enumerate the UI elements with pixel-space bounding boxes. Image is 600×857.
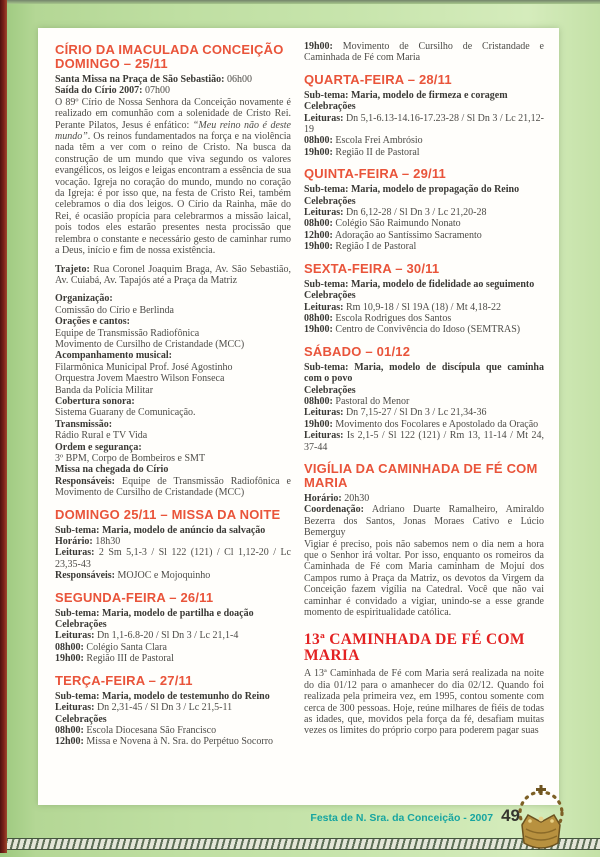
text: 3º BPM, Corpo de Bombeiros e SMT: [55, 453, 206, 464]
bold-label: 08h00:: [304, 218, 333, 230]
text: Pastoral do Menor: [332, 395, 410, 407]
section-heading: TERÇA-FEIRA – 27/11: [55, 672, 193, 688]
bold-label: 19h00:: [55, 653, 84, 665]
text: A 13ª Caminhada de Fé com Maria será realizada na noite do dia 01/12 para o amanhecer do dia 02/12. Quando foi realizada pela primeira vez, em 1995, contou somente com cerca de 300 pessoas. Hoje, reúne milhares de fiéis de todas as idades, que, movidos pela força da fé, desafiam muitas vezes os limites do próprio corpo para poderem pagar suas: [304, 668, 544, 737]
text-line: [304, 135, 544, 146]
text: Equipe de Transmissão Radiofônica e Movimento de Cursilho de Cristandade (MCC): [55, 475, 291, 499]
left-column: [55, 41, 291, 748]
section: [304, 632, 544, 736]
bold-label: Sub-tema: Maria, modelo de firmeza e coragem: [304, 89, 508, 101]
footer: [310, 806, 520, 826]
bold-label: Sub-tema: Maria, modelo de testemunho do Reino: [55, 690, 270, 702]
text-line: [304, 207, 544, 218]
scan-top-edge: [0, 0, 600, 4]
bold-label: Transmissão:: [55, 418, 113, 430]
text-line: [304, 241, 544, 252]
text: MOJOC e Mojoquinho: [115, 570, 211, 582]
bold-label: 19h00:: [304, 418, 333, 430]
text: Dn 6,12-28 / Sl Dn 3 / Lc 21,20-28: [343, 207, 487, 219]
text: Is 2,1-5 / Sl 122 (121) / Rm 13, 11-14 / Mt 24, 37-44: [304, 430, 544, 453]
section: [55, 508, 291, 582]
text: Adoração ao Santíssimo Sacramento: [332, 229, 482, 241]
text: Dn 1,1-6.8-20 / Sl Dn 3 / Lc 21,1-4: [94, 630, 239, 642]
bold-label: Celebrações: [55, 619, 107, 631]
text-line: [55, 328, 291, 339]
paragraph: [304, 41, 544, 64]
bold-label: 12h00:: [55, 736, 84, 748]
text: 06h00: [224, 74, 252, 85]
text-line: [304, 218, 544, 229]
book-spine-edge: [0, 0, 7, 853]
text: Centro de Convivência do Idoso (SEMTRAS): [332, 324, 521, 336]
text-line: [55, 362, 291, 373]
paragraph: [55, 736, 291, 747]
paragraph: [304, 668, 544, 736]
bold-label: Celebrações: [304, 101, 356, 113]
text: Colégio São Raimundo Nonato: [332, 218, 461, 230]
bold-label: Celebrações: [304, 195, 356, 207]
text-line: [55, 725, 291, 736]
bold-label: Santa Missa na Praça de São Sebastião:: [55, 74, 225, 85]
text: Orquestra Jovem Maestro Wilson Fonseca: [55, 373, 225, 385]
text: Missa e Novena à N. Sra. do Perpétuo Socorro: [83, 736, 274, 748]
bold-label: 19h00:: [304, 241, 333, 253]
text: O 89º Círio de Nossa Senhora da Conceição novamente é realizado em comunhão com a solenidade de Cristo Rei. Perante Pilatos, Jesus é enfático:: [55, 96, 291, 131]
bold-label: Cobertura sonora:: [55, 395, 135, 407]
text: Região I de Pastoral: [332, 241, 417, 253]
text: 2 Sm 5,1-3 / Sl 122 (121) / Cl 1,12-20 / Lc 23,35-43: [55, 547, 291, 570]
text-line: [55, 536, 291, 547]
section: [304, 262, 544, 336]
bold-label: 19h00:: [304, 324, 333, 336]
text: Equipe de Transmissão Radiofônica: [55, 327, 200, 339]
text-line: [55, 373, 291, 384]
paragraph: [304, 419, 544, 430]
text: Escola Frei Ambrósio: [332, 135, 423, 147]
bold-label: 12h00:: [304, 229, 333, 241]
bold-label: Leituras:: [304, 112, 344, 124]
section-heading: SEXTA-FEIRA – 30/11: [304, 260, 440, 276]
bold-label: Leituras:: [304, 430, 344, 442]
text-line: [55, 74, 291, 85]
text: Região II de Pastoral: [332, 146, 420, 158]
text-line: [55, 619, 291, 630]
text-line: [55, 316, 291, 327]
bold-label: Sub-tema: Maria, modelo de discípula que caminha com o povo: [304, 361, 544, 385]
section: [304, 167, 544, 252]
text: Região III de Pastoral: [83, 653, 174, 665]
paragraph: [55, 97, 291, 257]
bold-label: Leituras:: [55, 702, 95, 714]
bold-label: Leituras:: [304, 301, 344, 313]
bold-label: 08h00:: [55, 641, 84, 653]
bold-label: Responsáveis:: [55, 475, 116, 487]
content-card: [38, 28, 559, 805]
bold-label: Organização:: [55, 293, 113, 305]
bold-label: Celebrações: [304, 384, 356, 396]
section: [55, 591, 291, 665]
paragraph: [55, 264, 291, 287]
bold-label: Celebrações: [304, 290, 356, 302]
text: Adriano Duarte Ramalheiro, Amiraldo Bezerra dos Santos, Jonas Moraes Cativo e Lúcio Bemerguy: [304, 504, 544, 539]
two-column-layout: [55, 41, 544, 748]
text-line: [304, 279, 544, 290]
section: [55, 43, 291, 499]
paragraph: [304, 362, 544, 385]
bold-label: Saída do Círio 2007:: [55, 85, 143, 97]
paragraph: [55, 476, 291, 499]
text: Dn 5,1-6.13-14.16-17.23-28 / Sl Dn 3 / Lc 21,12-19: [304, 112, 544, 136]
section: [304, 73, 544, 158]
bold-label: Leituras:: [304, 207, 344, 219]
section-heading: DOMINGO 25/11 – MISSA DA NOITE: [55, 506, 281, 522]
bold-label: Coordenação:: [304, 504, 364, 516]
paragraph: [304, 539, 544, 619]
text: Escola Rodrigues dos Santos: [332, 312, 452, 324]
text-line: [55, 350, 291, 361]
text-line: [304, 385, 544, 396]
text-line: [55, 642, 291, 653]
paragraph: [304, 113, 544, 136]
text-line: [55, 570, 291, 581]
text: Colégio Santa Clara: [83, 641, 167, 653]
text-line: [304, 147, 544, 158]
text: 20h30: [341, 492, 370, 504]
text: 07h00: [142, 85, 171, 97]
text-line: [304, 313, 544, 324]
section-heading: VIGÍLIA DA CAMINHADA DE FÉ COM MARIA: [304, 460, 538, 490]
text: Rua Coronel Joaquim Braga, Av. São Sebastião, Av. Cuiabá, Av. Tapajós até a Praça da Matriz: [55, 263, 291, 286]
bold-label: Ordem e segurança:: [55, 441, 142, 453]
text: Movimento dos Focolares e Apostolado da Oração: [332, 418, 539, 430]
text-line: [55, 407, 291, 418]
text-line: [55, 653, 291, 664]
text: Sistema Guarany de Comunicação.: [55, 407, 196, 419]
section-heading: CÍRIO DA IMACULADA CONCEIÇÃO DOMINGO – 25/11: [55, 42, 284, 71]
section-heading: SÁBADO – 01/12: [304, 343, 411, 359]
crown-icon: [508, 785, 574, 857]
text-line: [55, 608, 291, 619]
footer-title: Festa de N. Sra. da Conceição - 2007: [310, 812, 494, 824]
text-line: [55, 702, 291, 713]
text-line: [55, 453, 291, 464]
bold-label: Horário:: [55, 536, 93, 548]
text: Comissão do Círio e Berlinda: [55, 304, 174, 316]
text: Filarmônica Municipal Prof. José Agostinho: [55, 361, 233, 373]
bold-label: 08h00:: [55, 724, 84, 736]
bold-label: Sub-tema: Maria, modelo de fidelidade ao seguimento: [304, 278, 535, 290]
section: [304, 345, 544, 453]
text-line: [304, 184, 544, 195]
text-line: [55, 442, 291, 453]
text-line: [304, 90, 544, 101]
text-line: [304, 396, 544, 407]
paragraph: [304, 324, 544, 335]
right-column: [304, 41, 544, 748]
text-line: [55, 293, 291, 304]
bold-label: Leituras:: [304, 407, 344, 419]
bold-label: Leituras:: [55, 630, 95, 642]
bold-label: Responsáveis:: [55, 570, 116, 582]
text: Escola Diocesana São Francisco: [83, 724, 217, 736]
text-line: [55, 714, 291, 725]
text-line: [304, 290, 544, 301]
section-heading: 13ª CAMINHADA DE FÉ COM MARIA: [304, 631, 525, 665]
text-line: [55, 464, 291, 475]
section: [55, 674, 291, 748]
bold-label: Orações e cantos:: [55, 316, 130, 328]
italic-text: “Meu reino não é deste mundo”: [55, 119, 291, 143]
bold-label: 08h00:: [304, 395, 333, 407]
text: Rádio Rural e TV Vida: [55, 430, 148, 442]
text-line: [55, 630, 291, 641]
paragraph: [304, 430, 544, 453]
text: Dn 7,15-27 / Sl Dn 3 / Lc 21,34-36: [343, 407, 487, 419]
text-line: [55, 691, 291, 702]
bold-label: Acompanhamento musical:: [55, 350, 172, 362]
text-line: [304, 101, 544, 112]
bold-label: Horário:: [304, 492, 342, 504]
page-number: 49: [501, 806, 520, 825]
text-line: [55, 385, 291, 396]
text: Dn 2,31-45 / Sl Dn 3 / Lc 21,5-11: [94, 702, 233, 714]
bold-label: 19h00:: [304, 146, 333, 158]
bold-label: Missa na chegada do Círio: [55, 464, 169, 476]
paragraph: [304, 504, 544, 538]
bold-label: Sub-tema: Maria, modelo de partilha e doação: [55, 607, 254, 619]
text: Banda da Polícia Militar: [55, 384, 154, 396]
text-line: [304, 196, 544, 207]
bold-label: Sub-tema: Maria, modelo de anúncio da salvação: [55, 524, 266, 536]
text-line: [304, 407, 544, 418]
text-line: [55, 419, 291, 430]
text-line: [55, 396, 291, 407]
text-line: [55, 525, 291, 536]
section-heading: QUARTA-FEIRA – 28/11: [304, 71, 452, 87]
section-heading: SEGUNDA-FEIRA – 26/11: [55, 589, 214, 605]
bold-label: 08h00:: [304, 312, 333, 324]
text-line: [304, 302, 544, 313]
text: Movimento de Cursilho de Cristandade e Caminhada de Fé com Maria: [304, 41, 544, 64]
text-line: [55, 430, 291, 441]
section: [304, 41, 544, 64]
bold-label: Sub-tema: Maria, modelo de propagação do Reino: [304, 184, 520, 196]
text: 18h30: [92, 536, 121, 548]
section: [304, 462, 544, 618]
bold-label: 19h00:: [304, 41, 333, 52]
bold-label: Celebrações: [55, 713, 107, 725]
text: Movimento de Cursilho de Cristandade (MCC): [55, 338, 245, 350]
text-line: [304, 493, 544, 504]
section-heading: QUINTA-FEIRA – 29/11: [304, 166, 446, 182]
text-line: [304, 230, 544, 241]
text-line: [55, 339, 291, 350]
text-line: [55, 305, 291, 316]
text: Rm 10,9-18 / Sl 19A (18) / Mt 4,18-22: [343, 301, 501, 313]
text-line: [55, 85, 291, 96]
text: . Os reinos fundamentados na força e na violência nada têm a ver com o reino de Cristo. Na busca da construção de um mundo que viva segundo os valores evangélicos, os leigos e leigas encontram a essência de sua vocação. Igreja no coração do mundo, mundo no coração da Igreja: é por isso que, na festa de Cristo Rei, também celebramos o dia dos leigos. O Círio da Rainha, mãe do Rei, é ocasião propícia para celebrarmos a missão laical, pois todos eles estarão presentes nesta procissão que relembra o constante e necessário gesto de caminhar rumo a Deus, início e fim de nossa existência.: [55, 131, 291, 257]
paragraph: [55, 547, 291, 570]
bold-label: Leituras:: [55, 547, 95, 559]
bold-label: 08h00:: [304, 135, 333, 147]
bold-label: Trajeto:: [55, 263, 90, 275]
text: Vigiar é preciso, pois não sabemos nem o dia nem a hora que o Senhor irá voltar. Por isso, enquanto os romeiros da Caminhada de Fé com Maria caminham de Mojuí dos Campos rumo à Praça da Matriz, os devotos da Virgem da Conceição fazem vigília na Catedral. Você que não vai caminhar é convidado a vigiar, unindo-se a esse grande momento de espiritualidade católica.: [304, 538, 544, 619]
